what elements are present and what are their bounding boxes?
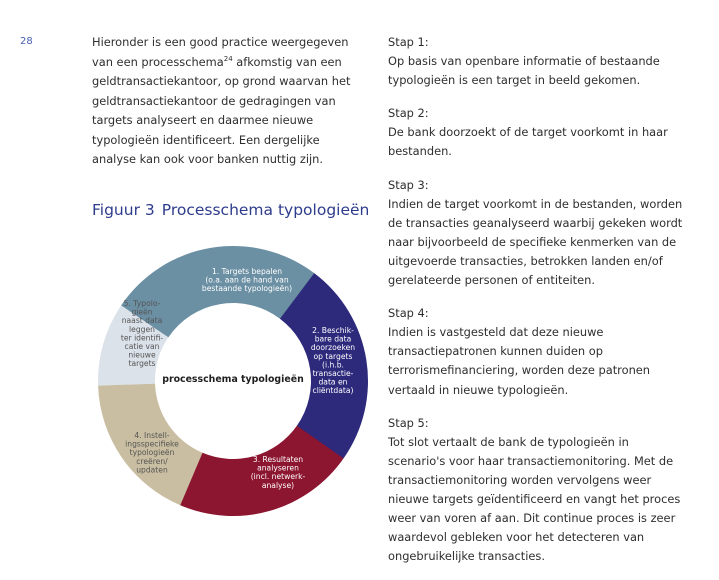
segment-label-line: nieuwe: [128, 350, 156, 360]
segment-label-line: typologieën: [129, 448, 175, 458]
segment-label-line: 3. Resultaten: [252, 455, 304, 464]
segment-label-line: data en: [318, 377, 348, 387]
segment-label-line: transactie-: [312, 369, 354, 378]
segment-label-line: (incl. netwerk-: [250, 472, 306, 482]
segment-label-line: analyseren: [257, 463, 299, 473]
step-body: Indien de target voorkomt in de bestanden, worden de transacties geanalyseerd waarbij gekeken wordt naar bijvoorbeeld de specifieke kenmerken van de uitgevoerde transacties, betrokken landen en/of gerelateerde personen of entiteiten.: [388, 196, 683, 288]
step-5: [388, 414, 688, 567]
segment-label-line: catie van: [124, 342, 160, 351]
step-heading: Stap 5:: [388, 415, 429, 430]
segment-label-line: updaten: [136, 465, 168, 475]
segment-label-line: (o.a. aan de hand van: [205, 275, 289, 285]
step-1: [388, 33, 688, 90]
diagram-center-label: processchema typologieën: [162, 374, 304, 385]
segment-label-line: doorzoeken: [310, 343, 356, 353]
segment-label-line: 5. Typolo-: [123, 299, 161, 308]
step-heading: Stap 3:: [388, 177, 429, 192]
step-body: Tot slot vertaalt de bank de typologieën in scenario's voor haar transactiemonitoring. Met de transactiemonitoring worden vervolgens weer nieuwe targets geïdentificeerd en vangt het proces weer van voren af aan. Dit continue proces is zeer waardevol gebleken voor het detecteren van ongebruikelijke transacties.: [388, 434, 681, 564]
segment-label-line: ter identifi-: [120, 333, 164, 343]
intro-text-start: Hieronder is een good practice weergegeven van een processchema: [92, 35, 349, 69]
segment-label-line: bestaande typologieën): [201, 284, 293, 294]
segment-label-line: cliëntdata): [312, 386, 354, 396]
intro-text-end: afkomstig van een geldtransactiekantoor, op grond waarvan het geldtransactiekantoor de gedragingen van targets analyseert en daarmee nieuwe typologieën identificeert. Een dergelijke analyse kan ook voor banken nuttig zijn.: [92, 54, 351, 166]
page-number: 28: [20, 36, 33, 47]
segment-label-line: targets: [128, 359, 156, 369]
figure-caption: Processchema typologieën: [161, 201, 370, 219]
segment-label-line: bare data: [314, 334, 352, 344]
segment-label-line: creëren/: [136, 456, 168, 466]
segment-label-line: leggen: [129, 324, 155, 334]
step-body: Op basis van openbare informatie of bestaande typologieën is een target in beeld gekomen.: [388, 54, 660, 88]
steps-list: [388, 33, 688, 580]
figure-number: Figuur 3: [92, 201, 155, 219]
segment-label-line: op targets: [313, 351, 353, 361]
step-3: [388, 176, 688, 291]
segment-label-line: ingsspecifieke: [125, 439, 179, 449]
segment-label-line: 2. Beschik-: [312, 326, 354, 335]
step-heading: Stap 2:: [388, 106, 429, 121]
step-body: De bank doorzoekt of de target voorkomt in haar bestanden.: [388, 125, 668, 159]
segment-label-line: 1. Targets bepalen: [211, 267, 283, 276]
segment-label-line: (i.h.b.: [322, 360, 344, 370]
step-heading: Stap 1:: [388, 35, 429, 49]
segment-label-1: [202, 267, 292, 293]
step-2: [388, 104, 688, 161]
step-body: Indien is vastgesteld dat deze nieuwe transactiepatronen kunnen duiden op terrorismefinanciering, worden deze patronen vertaald in nieuwe typologieën.: [388, 325, 651, 397]
segment-label-line: 4. Instell-: [134, 431, 170, 440]
step-4: [388, 304, 688, 399]
segment-label-line: naast data: [121, 316, 163, 326]
step-heading: Stap 4:: [388, 306, 429, 321]
segment-label-line: analyse): [261, 480, 295, 490]
footnote-reference[interactable]: 24: [223, 54, 233, 63]
segment-label-line: gieën: [131, 307, 153, 317]
